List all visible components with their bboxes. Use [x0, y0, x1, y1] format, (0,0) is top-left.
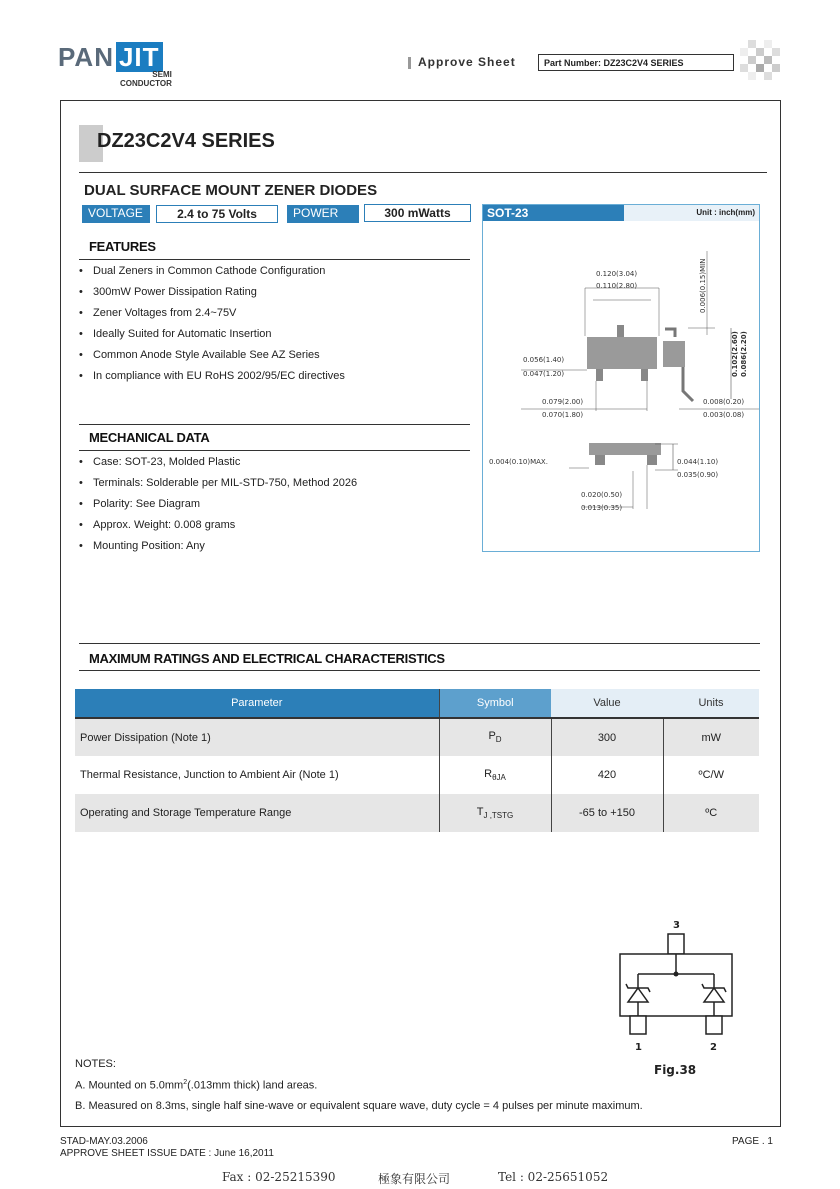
title-divider	[79, 172, 767, 173]
footer-page: PAGE . 1	[732, 1136, 773, 1147]
cell-param: Thermal Resistance, Junction to Ambient Air (Note 1)	[80, 769, 339, 781]
list-item: • Approx. Weight: 0.008 grams	[79, 515, 470, 536]
ratings-top-divider	[79, 643, 760, 644]
pin3-pad	[668, 934, 684, 954]
note-a	[75, 1079, 317, 1092]
pin3-label: 3	[673, 920, 680, 931]
product-subtitle: DUAL SURFACE MOUNT ZENER DIODES	[84, 182, 378, 199]
power-value: 300 mWatts	[364, 204, 471, 222]
symbol-sub: D	[495, 735, 502, 745]
logo-sub-conductor: CONDUCTOR	[120, 79, 172, 88]
package-unit: Unit : inch(mm)	[696, 208, 755, 217]
logo-jit: JIT	[116, 42, 163, 72]
list-item: • In compliance with EU RoHS 2002/95/EC directives	[79, 366, 470, 387]
cell-param: Power Dissipation (Note 1)	[75, 718, 439, 756]
mechanical-divider	[79, 450, 470, 451]
dim-h1: 0.056(1.40)	[523, 356, 565, 364]
cell-symbol	[439, 718, 551, 756]
mechanical-top-divider	[79, 424, 470, 425]
footer-fax: Fax : 02-25215390	[222, 1170, 336, 1184]
dim-t1: 0.044(1.10)	[677, 458, 719, 466]
package-body-profile	[589, 443, 661, 455]
dim-w1: 0.120(3.04)	[596, 270, 638, 278]
table-row	[75, 756, 759, 794]
note-a-text: A. Mounted on 5.0mm	[75, 1079, 184, 1092]
dim-ht1: 0.102(2.60)	[731, 331, 739, 377]
dim-w2: 0.110(2.80)	[596, 282, 638, 290]
list-item: • Ideally Suited for Automatic Insertion	[79, 324, 470, 345]
list-item: • Zener Voltages from 2.4~75V	[79, 303, 470, 324]
power-label: POWER	[287, 205, 359, 223]
dim-h2: 0.047(1.20)	[523, 370, 565, 378]
checker-pattern-icon	[740, 40, 780, 80]
voltage-value: 2.4 to 75 Volts	[156, 205, 278, 223]
symbol-sub: J ,TSTG	[483, 811, 514, 821]
cell-symbol	[439, 756, 551, 794]
features-divider	[79, 259, 470, 260]
logo-subtitle	[120, 70, 172, 88]
symbol-main: R	[484, 767, 493, 780]
logo-sub-semi: SEMI	[152, 70, 172, 79]
symbol-sub: θJA	[492, 773, 506, 783]
approve-sheet-label: Approve Sheet	[418, 55, 516, 69]
cell-value: 420	[551, 756, 663, 794]
dim-t2: 0.035(0.90)	[677, 471, 719, 479]
dim-f2: 0.013(0.35)	[581, 504, 623, 512]
list-item: • Common Anode Style Available See AZ Series	[79, 345, 470, 366]
package-drawing	[483, 221, 759, 551]
page-title: DZ23C2V4 SERIES	[97, 130, 275, 152]
pin2-label: 2	[710, 1042, 717, 1053]
table-header-parameter: Parameter	[75, 689, 439, 718]
dim-f1: 0.020(0.50)	[581, 491, 623, 499]
footer-company: 極象有限公司	[378, 1172, 451, 1186]
table-row	[75, 718, 759, 756]
cell-param: Operating and Storage Temperature Range	[75, 794, 439, 832]
list-item: • Dual Zeners in Common Cathode Configuration	[79, 261, 470, 282]
package-header	[483, 205, 759, 221]
mechanical-list	[79, 452, 470, 557]
logo-pan: PAN	[58, 42, 114, 72]
dim-l2: 0.003(0.08)	[703, 411, 745, 419]
cell-value: 300	[551, 718, 663, 756]
ratings-divider	[79, 670, 760, 671]
part-number-box: Part Number: DZ23C2V4 SERIES	[538, 54, 734, 71]
table-header-row	[75, 689, 759, 718]
dim-ht2: 0.086(2.20)	[740, 331, 748, 377]
ratings-table	[75, 689, 759, 832]
symbol-main: P	[488, 730, 496, 743]
notes-title: NOTES:	[75, 1058, 116, 1070]
package-outline-box	[482, 204, 760, 552]
list-item: • Polarity: See Diagram	[79, 494, 470, 515]
voltage-label: VOLTAGE	[82, 205, 150, 223]
features-list	[79, 261, 470, 387]
list-item: • Case: SOT-23, Molded Plastic	[79, 452, 470, 473]
cell-unit: ºC	[663, 794, 759, 832]
dim-l1: 0.008(0.20)	[703, 398, 745, 406]
dim-max: 0.004(0.10)MAX.	[489, 458, 548, 466]
dim-p2: 0.070(1.80)	[542, 411, 584, 419]
pin1-label: 1	[635, 1042, 642, 1053]
approve-bar-icon	[408, 57, 411, 69]
cell-unit: mW	[663, 718, 759, 756]
ratings-heading: MAXIMUM RATINGS AND ELECTRICAL CHARACTERISTICS	[89, 651, 445, 666]
dim-p1: 0.079(2.00)	[542, 398, 584, 406]
cell-unit: ºC/W	[663, 756, 759, 794]
table-row	[75, 794, 759, 832]
table-header-symbol: Symbol	[439, 689, 551, 718]
mechanical-heading: MECHANICAL DATA	[89, 430, 210, 445]
panjit-logo	[58, 42, 163, 73]
pin2-pad	[706, 1016, 722, 1034]
list-item: • Mounting Position: Any	[79, 536, 470, 557]
note-a-text-end: (.013mm thick) land areas.	[187, 1079, 318, 1092]
symbol-main: T	[476, 805, 484, 818]
footer-stad: STAD-MAY.03.2006	[60, 1136, 148, 1147]
figure-caption: Fig.38	[654, 1063, 697, 1077]
package-name: SOT-23	[483, 205, 624, 221]
table-header-value: Value	[551, 689, 663, 718]
package-body-top	[587, 337, 657, 369]
circuit-diagram	[606, 912, 746, 1082]
note-b: B. Measured on 8.3ms, single half sine-wave or equivalent square wave, duty cycle = 4 pulses per minute maximum.	[75, 1100, 643, 1112]
cell-value: -65 to +150	[551, 794, 663, 832]
dim-min: 0.006(0.15)MIN	[699, 258, 707, 313]
footer-tel: Tel : 02-25651052	[498, 1170, 609, 1184]
cell-symbol	[439, 794, 551, 832]
features-heading: FEATURES	[89, 239, 156, 254]
list-item: • Terminals: Solderable per MIL-STD-750, Method 2026	[79, 473, 470, 494]
list-item: • 300mW Power Dissipation Rating	[79, 282, 470, 303]
table-header-units: Units	[663, 689, 759, 718]
note-a-sup: 2	[183, 1079, 188, 1086]
package-body-side	[663, 341, 685, 367]
footer-issue-date: APPROVE SHEET ISSUE DATE : June 16,2011	[60, 1148, 274, 1159]
pin1-pad	[630, 1016, 646, 1034]
